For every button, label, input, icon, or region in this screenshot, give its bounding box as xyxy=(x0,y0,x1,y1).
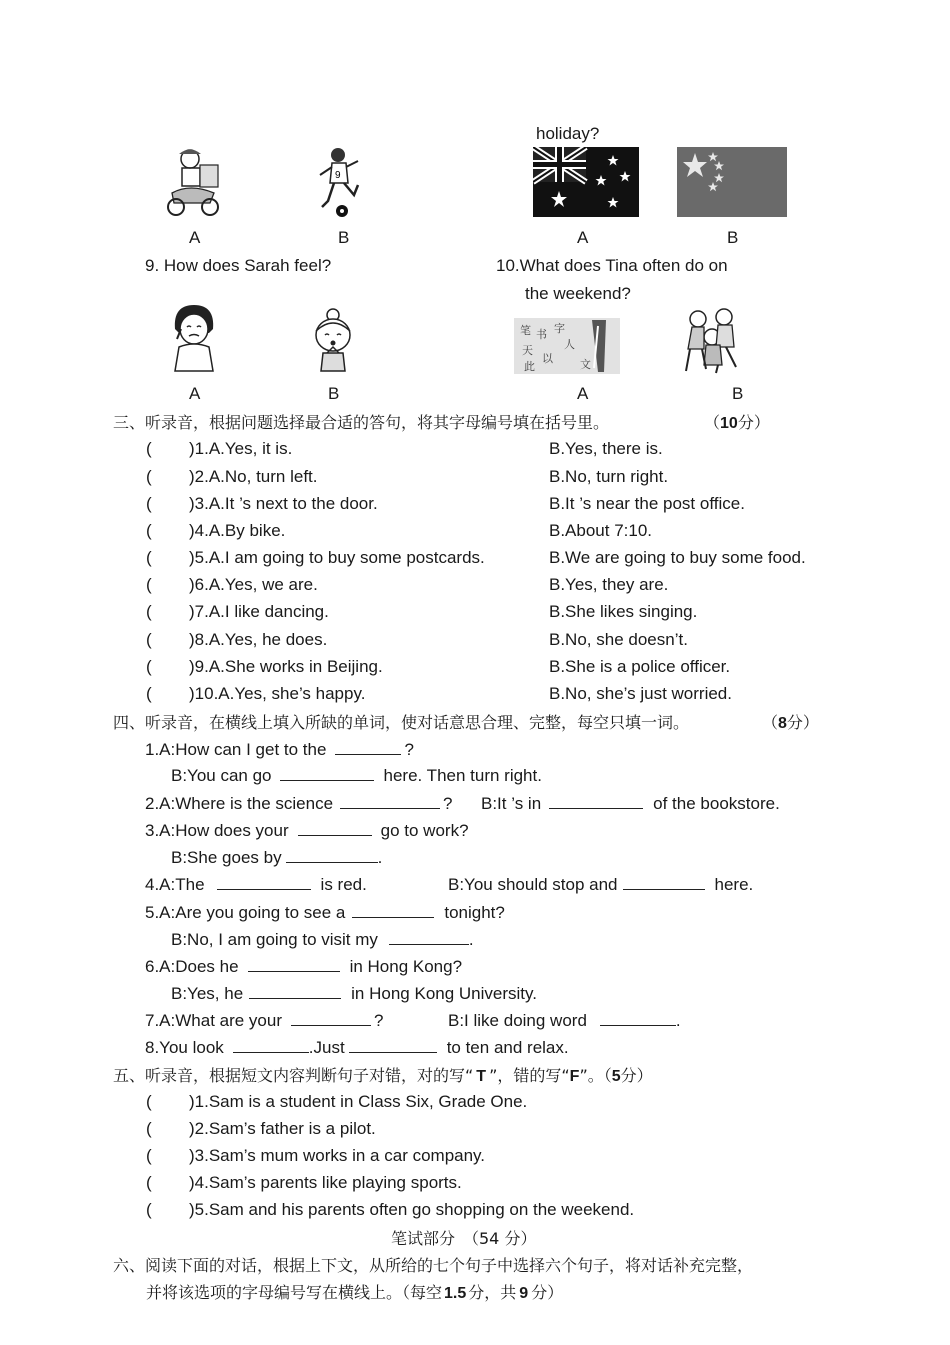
option-a-text: )8.A.Yes, he does. xyxy=(189,630,328,649)
question-8-tail: holiday? xyxy=(536,124,600,143)
dialogue-line: 3.A:How does your go to work? xyxy=(145,821,469,840)
fill-blank[interactable] xyxy=(233,1037,309,1053)
fill-blank[interactable] xyxy=(286,847,378,863)
option-label-b: B xyxy=(328,384,340,403)
dialogue-line: 6.A:Does he in Hong Kong? xyxy=(145,957,463,976)
fill-blank[interactable] xyxy=(549,793,643,809)
statement-text: )4.Sam’s parents like playing sports. xyxy=(189,1173,462,1192)
option-b-text: B.No, she’s just worried. xyxy=(549,684,732,703)
option-label-b: B xyxy=(732,384,744,403)
section-3-score: （10分） xyxy=(704,413,770,432)
kids-playing-image xyxy=(678,305,748,375)
option-a-text: )2.A.No, turn left. xyxy=(189,467,318,486)
happy-girl-image xyxy=(305,307,361,377)
china-flag-image xyxy=(677,147,787,217)
option-a-text: )4.A.By bike. xyxy=(189,521,286,540)
option-a-text: )3.A.It ’s next to the door. xyxy=(189,494,378,513)
dialogue-line: B:It ’s in of the bookstore. xyxy=(481,794,780,813)
option-a-text: )1.A.Yes, it is. xyxy=(189,439,293,458)
australia-flag-image xyxy=(533,147,639,217)
option-b-text: B.No, turn right. xyxy=(549,467,669,486)
svg-text:天: 天 xyxy=(522,344,533,357)
option-a-text: )5.A.I am going to buy some postcards. xyxy=(189,548,485,567)
dialogue-line: B:No, I am going to visit my . xyxy=(171,930,474,949)
svg-text:人: 人 xyxy=(564,338,575,351)
option-label-b: B xyxy=(727,228,739,247)
svg-text:字: 字 xyxy=(554,322,565,335)
answer-paren[interactable]: ( xyxy=(146,630,152,649)
svg-text:以: 以 xyxy=(542,352,553,365)
answer-paren[interactable]: ( xyxy=(146,439,152,458)
calligraphy-image xyxy=(514,318,620,374)
answer-paren[interactable]: ( xyxy=(146,575,152,594)
option-a-text: )9.A.She works in Beijing. xyxy=(189,657,383,676)
answer-paren[interactable]: ( xyxy=(146,684,152,703)
dialogue-line: 8.You look .Just to ten and relax. xyxy=(145,1038,569,1057)
dialogue-line: B:You should stop and here. xyxy=(448,875,754,894)
dialogue-line: B:I like doing word . xyxy=(448,1011,681,1030)
option-b-text: B.Yes, there is. xyxy=(549,439,663,458)
svg-text:9: 9 xyxy=(335,170,341,181)
dialogue-line: 7.A:What are your ? xyxy=(145,1011,384,1030)
dialogue-line: 2.A:Where is the science ? xyxy=(145,794,453,813)
fill-blank[interactable] xyxy=(623,874,705,890)
fill-blank[interactable] xyxy=(340,793,440,809)
dialogue-line: B:Yes, he in Hong Kong University. xyxy=(171,984,537,1003)
option-a-text: )6.A.Yes, we are. xyxy=(189,575,318,594)
fill-blank[interactable] xyxy=(291,1010,371,1026)
option-label-a: A xyxy=(189,228,201,247)
option-b-text: B.We are going to buy some food. xyxy=(549,548,806,567)
answer-paren[interactable]: ( xyxy=(146,1146,152,1165)
section-4-heading: 四、听录音，在横线上填入所缺的单词，使对话意思合理、完整，每空只填一词。 xyxy=(113,713,690,732)
option-label-a: A xyxy=(577,228,589,247)
svg-text:文: 文 xyxy=(580,358,591,371)
dialogue-line: 5.A:Are you going to see a tonight? xyxy=(145,903,505,922)
fill-blank[interactable] xyxy=(217,874,311,890)
answer-paren[interactable]: ( xyxy=(146,602,152,621)
section-6-heading-line-2: 并将该选项的字母编号写在横线上。（每空 1.5 分，共 9 分） xyxy=(146,1283,564,1302)
written-part-title: 笔试部分 （54 分） xyxy=(391,1229,537,1248)
statement-text: )5.Sam and his parents often go shopping on the weekend. xyxy=(189,1200,635,1219)
answer-paren[interactable]: ( xyxy=(146,494,152,513)
answer-paren[interactable]: ( xyxy=(146,548,152,567)
answer-paren[interactable]: ( xyxy=(146,521,152,540)
section-5-heading: 五、听录音，根据短文内容判断句子对错，对的写“ T ”，错的写“F”。（5分） xyxy=(113,1066,653,1085)
fill-blank[interactable] xyxy=(280,765,374,781)
option-b-text: B.No, she doesn’t. xyxy=(549,630,688,649)
answer-paren[interactable]: ( xyxy=(146,657,152,676)
dialogue-line: B:She goes by . xyxy=(171,848,383,867)
section-6-heading: 六、阅读下面的对话，根据上下文，从所给的七个句子中选择六个句子，将对话补充完整， xyxy=(113,1256,754,1275)
question-9: 9. How does Sarah feel? xyxy=(145,256,332,275)
svg-text:书: 书 xyxy=(536,328,547,341)
option-b-text: B.Yes, they are. xyxy=(549,575,669,594)
dialogue-line: 1.A:How can I get to the ? xyxy=(145,740,414,759)
dialogue-line: 4.A:The is red. xyxy=(145,875,367,894)
answer-paren[interactable]: ( xyxy=(146,1119,152,1138)
section-4-score: （8分） xyxy=(762,713,819,732)
answer-paren[interactable]: ( xyxy=(146,1200,152,1219)
fill-blank[interactable] xyxy=(352,902,434,918)
fill-blank[interactable] xyxy=(600,1010,676,1026)
option-label-a: A xyxy=(577,384,589,403)
option-b-text: B.She is a police officer. xyxy=(549,657,731,676)
fill-blank[interactable] xyxy=(335,739,401,755)
fill-blank[interactable] xyxy=(389,929,469,945)
answer-paren[interactable]: ( xyxy=(146,1092,152,1111)
statement-text: )1.Sam is a student in Class Six, Grade One. xyxy=(189,1092,528,1111)
option-a-text: )7.A.I like dancing. xyxy=(189,602,329,621)
option-a-text: )10.A.Yes, she’s happy. xyxy=(189,684,366,703)
svg-text:笔: 笔 xyxy=(520,324,531,337)
dialogue-line: B:You can go here. Then turn right. xyxy=(171,766,542,785)
fill-blank[interactable] xyxy=(249,983,341,999)
option-b-text: B.About 7:10. xyxy=(549,521,653,540)
option-b-text: B.It ’s near the post office. xyxy=(549,494,745,513)
section-3-heading: 三、听录音，根据问题选择最合适的答句，将其字母编号填在括号里。 xyxy=(113,413,610,432)
football-player-image xyxy=(308,145,370,219)
question-10-line-2: the weekend? xyxy=(525,284,631,303)
option-label-a: A xyxy=(189,384,201,403)
fill-blank[interactable] xyxy=(248,956,340,972)
sad-girl-image xyxy=(163,303,225,373)
postman-scooter-image xyxy=(160,145,226,219)
option-b-text: B.She likes singing. xyxy=(549,602,698,621)
answer-paren[interactable]: ( xyxy=(146,467,152,486)
option-label-b: B xyxy=(338,228,350,247)
statement-text: )2.Sam’s father is a pilot. xyxy=(189,1119,376,1138)
fill-blank[interactable] xyxy=(298,820,372,836)
question-10-line-1: 10.What does Tina often do on xyxy=(496,256,728,275)
statement-text: )3.Sam’s mum works in a car company. xyxy=(189,1146,486,1165)
fill-blank[interactable] xyxy=(349,1037,437,1053)
svg-text:此: 此 xyxy=(524,360,535,373)
answer-paren[interactable]: ( xyxy=(146,1173,152,1192)
